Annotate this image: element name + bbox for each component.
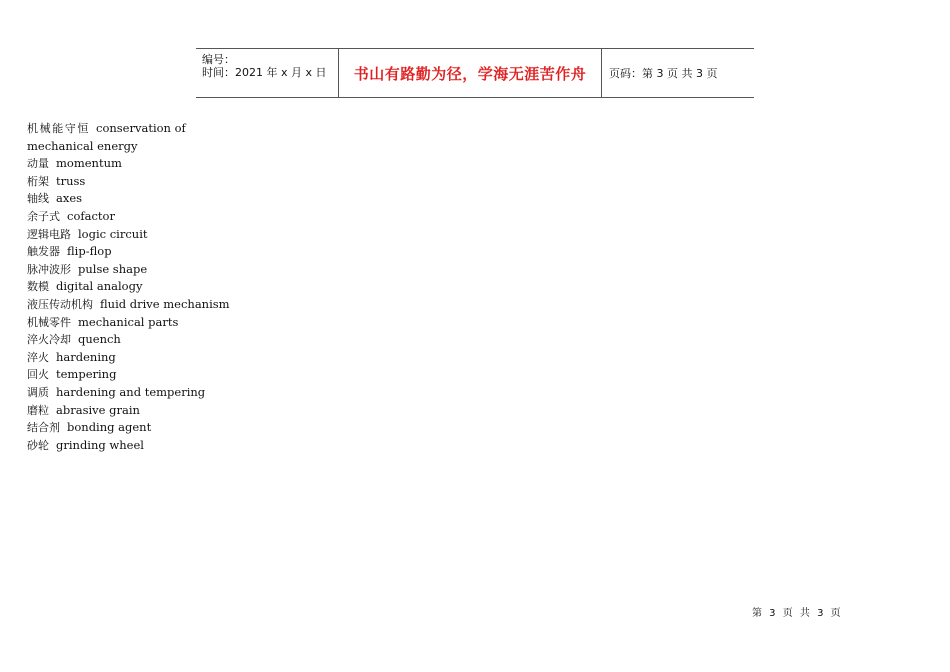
term-chinese: 数模	[27, 280, 49, 294]
term-english: abrasive grain	[56, 402, 140, 417]
header-page-info: 页码：第 3 页 共 3 页	[609, 67, 718, 80]
term-chinese: 机械零件	[27, 315, 71, 329]
glossary-item	[27, 384, 242, 402]
term-english: momentum	[56, 156, 122, 171]
term-english: pulse shape	[78, 261, 148, 276]
term-chinese: 动量	[27, 157, 49, 171]
term-english: bonding agent	[67, 420, 152, 435]
term-chinese: 结合剂	[27, 421, 60, 435]
term-english: grinding wheel	[56, 437, 144, 452]
term-english: mechanical parts	[78, 314, 179, 329]
glossary-item	[27, 349, 242, 367]
term-english: hardening	[56, 349, 116, 364]
glossary-item	[27, 208, 242, 226]
document-time-label: 时间：2021 年 x 月 x 日	[202, 66, 327, 79]
term-english: axes	[56, 191, 83, 206]
glossary-list	[27, 120, 242, 454]
glossary-item	[27, 190, 242, 208]
term-chinese: 液压传动机构	[27, 297, 93, 311]
glossary-item	[27, 331, 242, 349]
header-page-info-cell	[602, 49, 754, 97]
term-english: cofactor	[67, 208, 115, 223]
glossary-item	[27, 314, 242, 332]
term-chinese: 淬火	[27, 350, 49, 364]
glossary-item	[27, 296, 242, 314]
glossary-item	[27, 226, 242, 244]
term-english: hardening and tempering	[56, 384, 206, 399]
term-chinese: 调质	[27, 385, 49, 399]
term-english: digital analogy	[56, 279, 143, 294]
glossary-item	[27, 243, 242, 261]
document-number-label: 编号：	[202, 53, 235, 66]
page-header	[196, 48, 754, 98]
glossary-item	[27, 173, 242, 191]
glossary-item	[27, 278, 242, 296]
term-chinese: 轴线	[27, 192, 49, 206]
glossary-item	[27, 155, 242, 173]
glossary-item	[27, 120, 242, 155]
page-footer: 第 3 页 共 3 页	[752, 608, 842, 619]
glossary-item	[27, 366, 242, 384]
header-motto: 书山有路勤为径，学海无涯苦作舟	[353, 64, 587, 83]
header-meta	[196, 49, 338, 97]
term-english: flip-flop	[67, 244, 112, 259]
term-chinese: 逻辑电路	[27, 227, 71, 241]
term-english: fluid drive mechanism	[100, 296, 230, 311]
glossary-item	[27, 437, 242, 455]
term-chinese: 触发器	[27, 245, 60, 259]
term-chinese: 砂轮	[27, 438, 49, 452]
term-english: logic circuit	[78, 226, 148, 241]
header-motto-cell	[338, 49, 602, 97]
term-chinese: 回火	[27, 368, 49, 382]
term-chinese: 磨粒	[27, 403, 49, 417]
term-chinese: 淬火冷却	[27, 333, 71, 347]
term-english: conservation of mechanical energy	[27, 121, 186, 153]
term-chinese: 机械能守恒	[27, 122, 90, 135]
term-english: truss	[56, 173, 86, 188]
glossary-item	[27, 419, 242, 437]
term-chinese: 脉冲波形	[27, 262, 71, 276]
glossary-item	[27, 261, 242, 279]
term-chinese: 桁架	[27, 174, 49, 188]
term-english: quench	[78, 332, 121, 347]
term-chinese: 余子式	[27, 209, 60, 223]
glossary-item	[27, 402, 242, 420]
term-english: tempering	[56, 367, 117, 382]
